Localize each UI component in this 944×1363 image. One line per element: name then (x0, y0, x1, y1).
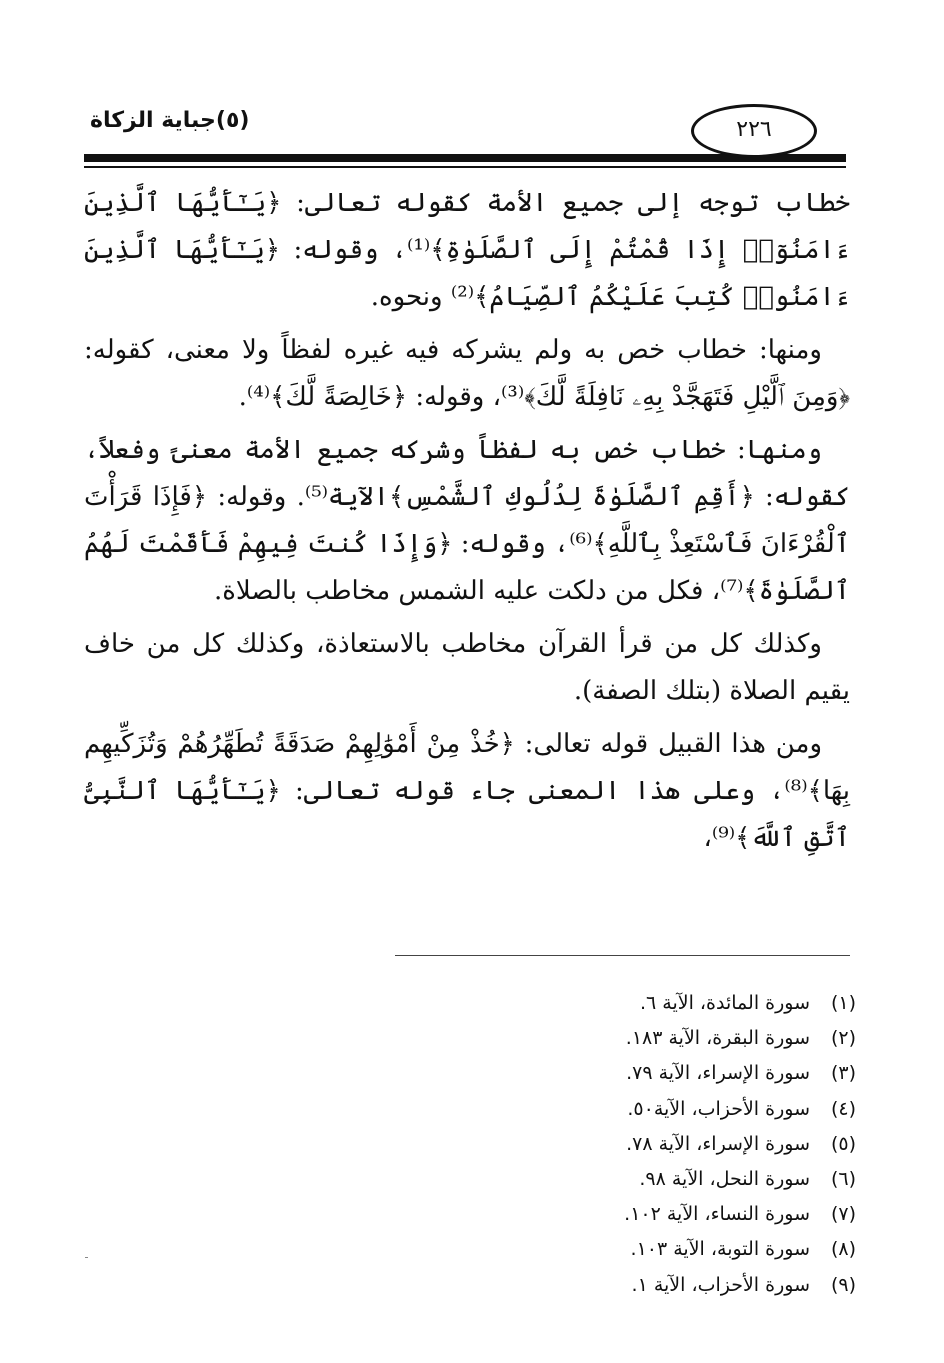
footnote-text: سورة النحل، الآية ٩٨. (639, 1167, 810, 1190)
footnote-number: (٤) (830, 1097, 856, 1120)
footnote-number: (٦) (830, 1167, 856, 1190)
body-text (84, 180, 850, 868)
scan-speck (85, 1257, 88, 1258)
footnote-text: سورة الأحزاب، الآية ١. (631, 1273, 810, 1296)
footnote-number: (٢) (830, 1027, 856, 1050)
footnote-number: (٣) (830, 1062, 856, 1085)
footnote-text: سورة البقرة، الآية ١٨٣. (625, 1027, 810, 1050)
footnote-number: (١) (830, 992, 856, 1014)
paragraph-4: وكذلك كل من قرأ القرآن مخاطب بالاستعاذة، وكذلك كل من خاف يقيم الصلاة (بتلك الصفة). (84, 629, 850, 706)
footnote-item (400, 1197, 856, 1232)
footnote-item (400, 1021, 856, 1056)
footnote-item (400, 1127, 856, 1162)
footnotes-list (400, 986, 856, 1303)
footnote-number: (٨) (830, 1238, 856, 1261)
footnote-text: سورة الأحزاب، الآية٥٠. (627, 1097, 810, 1120)
footnote-text: سورة المائدة، الآية ٦. (639, 992, 810, 1014)
footnote-number: (٩) (830, 1273, 856, 1296)
running-header-title: (٥)جباية الزكاة (90, 108, 250, 133)
footnote-number: (٧) (830, 1203, 856, 1226)
footnote-item (400, 1162, 856, 1197)
footnote-divider (395, 955, 850, 956)
footnote-text: سورة التوبة، الآية ١٠٣. (630, 1238, 810, 1261)
footnote-item (400, 1268, 856, 1303)
paragraph-1: خطاب توجه إلى جميع الأمة كقوله تعالى: ﴿يَـٰٓأَيُّهَا ٱلَّذِينَ ءَامَنُوٓا۟ إِذَا قُمْتُمْ إِلَى ٱلصَّلَوٰةِ﴾⁽¹⁾، وقوله: ﴿يَـٰٓأَيُّهَا ٱلَّذِينَ ءَامَنُوا۟ كُتِبَ عَلَيْكُمُ ٱلصِّيَامُ﴾⁽²⁾ ونحوه. (84, 188, 850, 312)
footnote-item (400, 1232, 856, 1267)
footnote-text: سورة الإسراء، الآية ٧٩. (626, 1062, 810, 1085)
footnote-item (400, 1092, 856, 1127)
footnote-text: سورة النساء، الآية ١٠٢. (624, 1203, 810, 1226)
footnote-item (400, 986, 856, 1021)
footnote-number: (٥) (830, 1132, 856, 1155)
footnote-text: سورة الإسراء، الآية ٧٨. (626, 1132, 810, 1155)
paragraph-2: ومنها: خطاب خص به ولم يشركه فيه غيره لفظاً ولا معنى، كقوله: ﴿وَمِنَ ٱلَّيْلِ فَتَهَجَّدْ بِهِۦ نَافِلَةً لَّكَ﴾⁽³⁾، وقوله: ﴿خَالِصَةً لَّكَ﴾⁽⁴⁾. (84, 335, 850, 412)
page-number: ٢٢٦ (736, 117, 772, 142)
paragraph-3: ومنها: خطاب خص به لفظاً وشركه جميع الأمة معنىً وفعلاً، كقوله: ﴿أَقِمِ ٱلصَّلَوٰةَ لِدُلُوكِ ٱلشَّمْسِ﴾الآية⁽⁵⁾. وقوله: ﴿فَإِذَا قَرَأْتَ ٱلْقُرْءَانَ فَٱسْتَعِذْ بِٱللَّهِ﴾⁽⁶⁾، وقوله: ﴿وَإِذَا كُنتَ فِيهِمْ فَأَقَمْتَ لَهُمُ ٱلصَّلَوٰةَ﴾⁽⁷⁾، فكل من دلكت عليه الشمس مخاطب بالصلاة. (84, 435, 851, 606)
header-rule-thin (84, 166, 846, 168)
footnote-item (400, 1056, 856, 1091)
paragraph-5: ومن هذا القبيل قوله تعالى: ﴿خُذْ مِنْ أَمْوَٰلِهِمْ صَدَقَةً تُطَهِّرُهُمْ وَتُزَكِّيهِم بِهَا﴾⁽⁸⁾، وعلى هذا المعنى جاء قوله تعالى: ﴿يَـٰٓأَيُّهَا ٱلنَّبِىُّ ٱتَّقِ ٱللَّهَ﴾⁽⁹⁾، (84, 729, 850, 853)
